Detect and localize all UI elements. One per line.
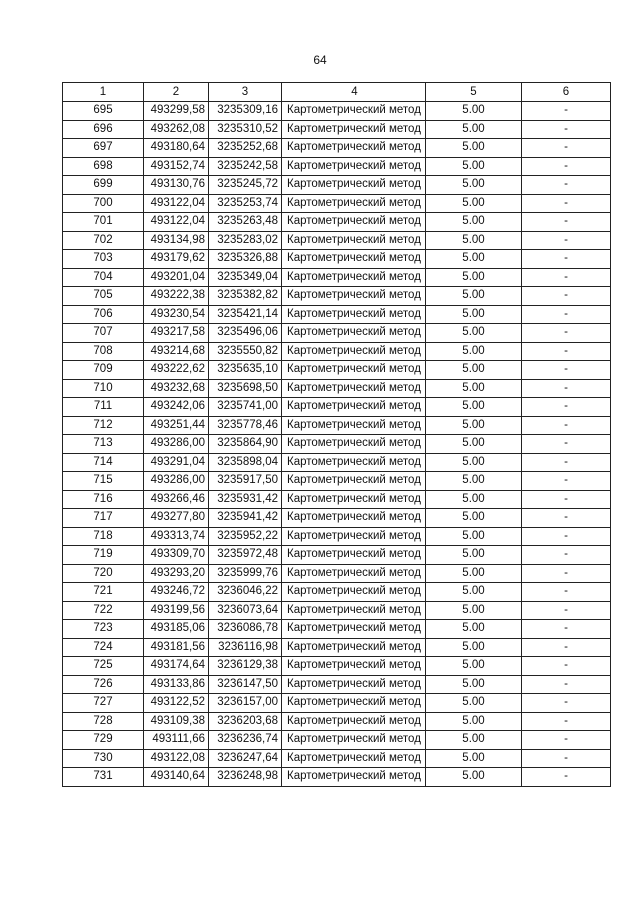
x-coordinate-cell: 493222,62 [144,361,209,380]
accuracy-cell: 5.00 [426,675,522,694]
x-coordinate-cell: 493130,76 [144,176,209,195]
accuracy-cell: 5.00 [426,102,522,121]
method-cell: Картометрический метод [282,546,426,565]
column-header-4: 4 [282,83,426,102]
y-coordinate-cell: 3235550,82 [209,342,282,361]
y-coordinate-cell: 3236247,64 [209,749,282,768]
point-number-cell: 726 [63,675,144,694]
y-coordinate-cell: 3236116,98 [209,638,282,657]
accuracy-cell: 5.00 [426,120,522,139]
y-coordinate-cell: 3236203,68 [209,712,282,731]
y-coordinate-cell: 3235310,52 [209,120,282,139]
table-row [63,361,611,380]
y-coordinate-cell: 3236129,38 [209,657,282,676]
method-cell: Картометрический метод [282,657,426,676]
method-cell: Картометрический метод [282,250,426,269]
table-row [63,379,611,398]
point-number-cell: 717 [63,509,144,528]
note-cell: - [522,287,611,306]
method-cell: Картометрический метод [282,361,426,380]
y-coordinate-cell: 3235421,14 [209,305,282,324]
point-number-cell: 722 [63,601,144,620]
y-coordinate-cell: 3236248,98 [209,768,282,787]
note-cell: - [522,213,611,232]
method-cell: Картометрический метод [282,638,426,657]
point-number-cell: 719 [63,546,144,565]
method-cell: Картометрический метод [282,324,426,343]
y-coordinate-cell: 3235941,42 [209,509,282,528]
method-cell: Картометрический метод [282,694,426,713]
point-number-cell: 725 [63,657,144,676]
table-row [63,731,611,750]
accuracy-cell: 5.00 [426,564,522,583]
point-number-cell: 720 [63,564,144,583]
x-coordinate-cell: 493122,04 [144,194,209,213]
accuracy-cell: 5.00 [426,490,522,509]
method-cell: Картометрический метод [282,712,426,731]
x-coordinate-cell: 493217,58 [144,324,209,343]
point-number-cell: 723 [63,620,144,639]
table-header [63,83,611,102]
note-cell: - [522,583,611,602]
point-number-cell: 727 [63,694,144,713]
x-coordinate-cell: 493313,74 [144,527,209,546]
accuracy-cell: 5.00 [426,749,522,768]
method-cell: Картометрический метод [282,102,426,121]
x-coordinate-cell: 493291,04 [144,453,209,472]
y-coordinate-cell: 3235263,48 [209,213,282,232]
table-row [63,546,611,565]
table-row [63,342,611,361]
method-cell: Картометрический метод [282,268,426,287]
table-row [63,194,611,213]
method-cell: Картометрический метод [282,453,426,472]
y-coordinate-cell: 3236046,22 [209,583,282,602]
method-cell: Картометрический метод [282,509,426,528]
method-cell: Картометрический метод [282,398,426,417]
y-coordinate-cell: 3235917,50 [209,472,282,491]
table-row [63,287,611,306]
column-header-2: 2 [144,83,209,102]
method-cell: Картометрический метод [282,416,426,435]
point-number-cell: 724 [63,638,144,657]
note-cell: - [522,139,611,158]
table-row [63,694,611,713]
x-coordinate-cell: 493309,70 [144,546,209,565]
accuracy-cell: 5.00 [426,176,522,195]
y-coordinate-cell: 3235972,48 [209,546,282,565]
accuracy-cell: 5.00 [426,379,522,398]
note-cell: - [522,268,611,287]
note-cell: - [522,509,611,528]
point-number-cell: 731 [63,768,144,787]
table-row [63,398,611,417]
accuracy-cell: 5.00 [426,268,522,287]
point-number-cell: 698 [63,157,144,176]
method-cell: Картометрический метод [282,213,426,232]
y-coordinate-cell: 3236086,78 [209,620,282,639]
method-cell: Картометрический метод [282,120,426,139]
y-coordinate-cell: 3235864,90 [209,435,282,454]
accuracy-cell: 5.00 [426,638,522,657]
y-coordinate-cell: 3235741,00 [209,398,282,417]
method-cell: Картометрический метод [282,342,426,361]
x-coordinate-cell: 493299,58 [144,102,209,121]
y-coordinate-cell: 3236236,74 [209,731,282,750]
note-cell: - [522,620,611,639]
y-coordinate-cell: 3236073,64 [209,601,282,620]
y-coordinate-cell: 3235382,82 [209,287,282,306]
x-coordinate-cell: 493222,38 [144,287,209,306]
table-row [63,176,611,195]
table-body [63,102,611,787]
x-coordinate-cell: 493122,08 [144,749,209,768]
note-cell: - [522,768,611,787]
table-row [63,509,611,528]
x-coordinate-cell: 493185,06 [144,620,209,639]
table-row [63,305,611,324]
method-cell: Картометрический метод [282,620,426,639]
method-cell: Картометрический метод [282,139,426,158]
table-row [63,435,611,454]
method-cell: Картометрический метод [282,231,426,250]
method-cell: Картометрический метод [282,527,426,546]
x-coordinate-cell: 493242,06 [144,398,209,417]
point-number-cell: 716 [63,490,144,509]
note-cell: - [522,416,611,435]
accuracy-cell: 5.00 [426,250,522,269]
note-cell: - [522,712,611,731]
table-row [63,324,611,343]
x-coordinate-cell: 493133,86 [144,675,209,694]
note-cell: - [522,157,611,176]
method-cell: Картометрический метод [282,583,426,602]
point-number-cell: 695 [63,102,144,121]
x-coordinate-cell: 493134,98 [144,231,209,250]
column-header-1: 1 [63,83,144,102]
note-cell: - [522,527,611,546]
y-coordinate-cell: 3235635,10 [209,361,282,380]
point-number-cell: 697 [63,139,144,158]
note-cell: - [522,694,611,713]
table-row [63,620,611,639]
note-cell: - [522,250,611,269]
method-cell: Картометрический метод [282,379,426,398]
point-number-cell: 706 [63,305,144,324]
y-coordinate-cell: 3235496,06 [209,324,282,343]
y-coordinate-cell: 3236147,50 [209,675,282,694]
note-cell: - [522,564,611,583]
accuracy-cell: 5.00 [426,453,522,472]
accuracy-cell: 5.00 [426,620,522,639]
x-coordinate-cell: 493181,56 [144,638,209,657]
x-coordinate-cell: 493179,62 [144,250,209,269]
accuracy-cell: 5.00 [426,398,522,417]
x-coordinate-cell: 493122,52 [144,694,209,713]
table-row [63,749,611,768]
accuracy-cell: 5.00 [426,527,522,546]
point-number-cell: 699 [63,176,144,195]
y-coordinate-cell: 3235898,04 [209,453,282,472]
point-number-cell: 712 [63,416,144,435]
table-row [63,490,611,509]
table-row [63,527,611,546]
accuracy-cell: 5.00 [426,472,522,491]
y-coordinate-cell: 3235253,74 [209,194,282,213]
point-number-cell: 713 [63,435,144,454]
accuracy-cell: 5.00 [426,361,522,380]
point-number-cell: 703 [63,250,144,269]
accuracy-cell: 5.00 [426,287,522,306]
method-cell: Картометрический метод [282,305,426,324]
method-cell: Картометрический метод [282,472,426,491]
accuracy-cell: 5.00 [426,546,522,565]
coordinates-table [62,82,611,787]
accuracy-cell: 5.00 [426,509,522,528]
note-cell: - [522,231,611,250]
accuracy-cell: 5.00 [426,712,522,731]
point-number-cell: 701 [63,213,144,232]
method-cell: Картометрический метод [282,176,426,195]
method-cell: Картометрический метод [282,194,426,213]
point-number-cell: 710 [63,379,144,398]
x-coordinate-cell: 493109,38 [144,712,209,731]
y-coordinate-cell: 3236157,00 [209,694,282,713]
y-coordinate-cell: 3235778,46 [209,416,282,435]
x-coordinate-cell: 493140,64 [144,768,209,787]
note-cell: - [522,176,611,195]
table-row [63,675,611,694]
x-coordinate-cell: 493293,20 [144,564,209,583]
page-number: 64 [313,53,327,67]
table-row [63,601,611,620]
method-cell: Картометрический метод [282,749,426,768]
note-cell: - [522,324,611,343]
note-cell: - [522,453,611,472]
accuracy-cell: 5.00 [426,342,522,361]
x-coordinate-cell: 493201,04 [144,268,209,287]
point-number-cell: 709 [63,361,144,380]
y-coordinate-cell: 3235326,88 [209,250,282,269]
y-coordinate-cell: 3235931,42 [209,490,282,509]
x-coordinate-cell: 493230,54 [144,305,209,324]
method-cell: Картометрический метод [282,601,426,620]
accuracy-cell: 5.00 [426,139,522,158]
table-row [63,139,611,158]
note-cell: - [522,657,611,676]
y-coordinate-cell: 3235999,76 [209,564,282,583]
table-row [63,657,611,676]
x-coordinate-cell: 493214,68 [144,342,209,361]
y-coordinate-cell: 3235952,22 [209,527,282,546]
table-row [63,768,611,787]
note-cell: - [522,194,611,213]
table-row [63,583,611,602]
method-cell: Картометрический метод [282,731,426,750]
note-cell: - [522,472,611,491]
x-coordinate-cell: 493266,46 [144,490,209,509]
accuracy-cell: 5.00 [426,213,522,232]
note-cell: - [522,731,611,750]
header-row [63,83,611,102]
y-coordinate-cell: 3235698,50 [209,379,282,398]
y-coordinate-cell: 3235245,72 [209,176,282,195]
accuracy-cell: 5.00 [426,231,522,250]
note-cell: - [522,102,611,121]
table-row [63,250,611,269]
point-number-cell: 702 [63,231,144,250]
method-cell: Картометрический метод [282,287,426,306]
note-cell: - [522,749,611,768]
point-number-cell: 707 [63,324,144,343]
note-cell: - [522,342,611,361]
note-cell: - [522,120,611,139]
accuracy-cell: 5.00 [426,731,522,750]
x-coordinate-cell: 493180,64 [144,139,209,158]
y-coordinate-cell: 3235252,68 [209,139,282,158]
point-number-cell: 721 [63,583,144,602]
method-cell: Картометрический метод [282,157,426,176]
x-coordinate-cell: 493122,04 [144,213,209,232]
column-header-6: 6 [522,83,611,102]
accuracy-cell: 5.00 [426,435,522,454]
table-row [63,453,611,472]
x-coordinate-cell: 493111,66 [144,731,209,750]
note-cell: - [522,361,611,380]
note-cell: - [522,546,611,565]
point-number-cell: 729 [63,731,144,750]
method-cell: Картометрический метод [282,490,426,509]
accuracy-cell: 5.00 [426,583,522,602]
accuracy-cell: 5.00 [426,416,522,435]
column-header-3: 3 [209,83,282,102]
accuracy-cell: 5.00 [426,657,522,676]
method-cell: Картометрический метод [282,564,426,583]
point-number-cell: 714 [63,453,144,472]
table-row [63,102,611,121]
table-row [63,638,611,657]
x-coordinate-cell: 493246,72 [144,583,209,602]
note-cell: - [522,490,611,509]
x-coordinate-cell: 493152,74 [144,157,209,176]
table-row [63,268,611,287]
x-coordinate-cell: 493199,56 [144,601,209,620]
point-number-cell: 696 [63,120,144,139]
point-number-cell: 711 [63,398,144,417]
y-coordinate-cell: 3235309,16 [209,102,282,121]
note-cell: - [522,379,611,398]
x-coordinate-cell: 493262,08 [144,120,209,139]
note-cell: - [522,435,611,454]
table-row [63,120,611,139]
point-number-cell: 718 [63,527,144,546]
point-number-cell: 715 [63,472,144,491]
table-row [63,416,611,435]
point-number-cell: 730 [63,749,144,768]
method-cell: Картометрический метод [282,675,426,694]
accuracy-cell: 5.00 [426,194,522,213]
x-coordinate-cell: 493251,44 [144,416,209,435]
y-coordinate-cell: 3235242,58 [209,157,282,176]
method-cell: Картометрический метод [282,768,426,787]
x-coordinate-cell: 493174,64 [144,657,209,676]
table-row [63,564,611,583]
point-number-cell: 708 [63,342,144,361]
table-row [63,472,611,491]
table-row [63,712,611,731]
note-cell: - [522,305,611,324]
point-number-cell: 704 [63,268,144,287]
accuracy-cell: 5.00 [426,157,522,176]
accuracy-cell: 5.00 [426,768,522,787]
x-coordinate-cell: 493232,68 [144,379,209,398]
point-number-cell: 728 [63,712,144,731]
table-row [63,157,611,176]
note-cell: - [522,675,611,694]
table-row [63,231,611,250]
x-coordinate-cell: 493277,80 [144,509,209,528]
y-coordinate-cell: 3235349,04 [209,268,282,287]
point-number-cell: 705 [63,287,144,306]
column-header-5: 5 [426,83,522,102]
note-cell: - [522,601,611,620]
accuracy-cell: 5.00 [426,601,522,620]
x-coordinate-cell: 493286,00 [144,472,209,491]
accuracy-cell: 5.00 [426,305,522,324]
note-cell: - [522,638,611,657]
accuracy-cell: 5.00 [426,694,522,713]
accuracy-cell: 5.00 [426,324,522,343]
table-row [63,213,611,232]
x-coordinate-cell: 493286,00 [144,435,209,454]
method-cell: Картометрический метод [282,435,426,454]
y-coordinate-cell: 3235283,02 [209,231,282,250]
note-cell: - [522,398,611,417]
point-number-cell: 700 [63,194,144,213]
